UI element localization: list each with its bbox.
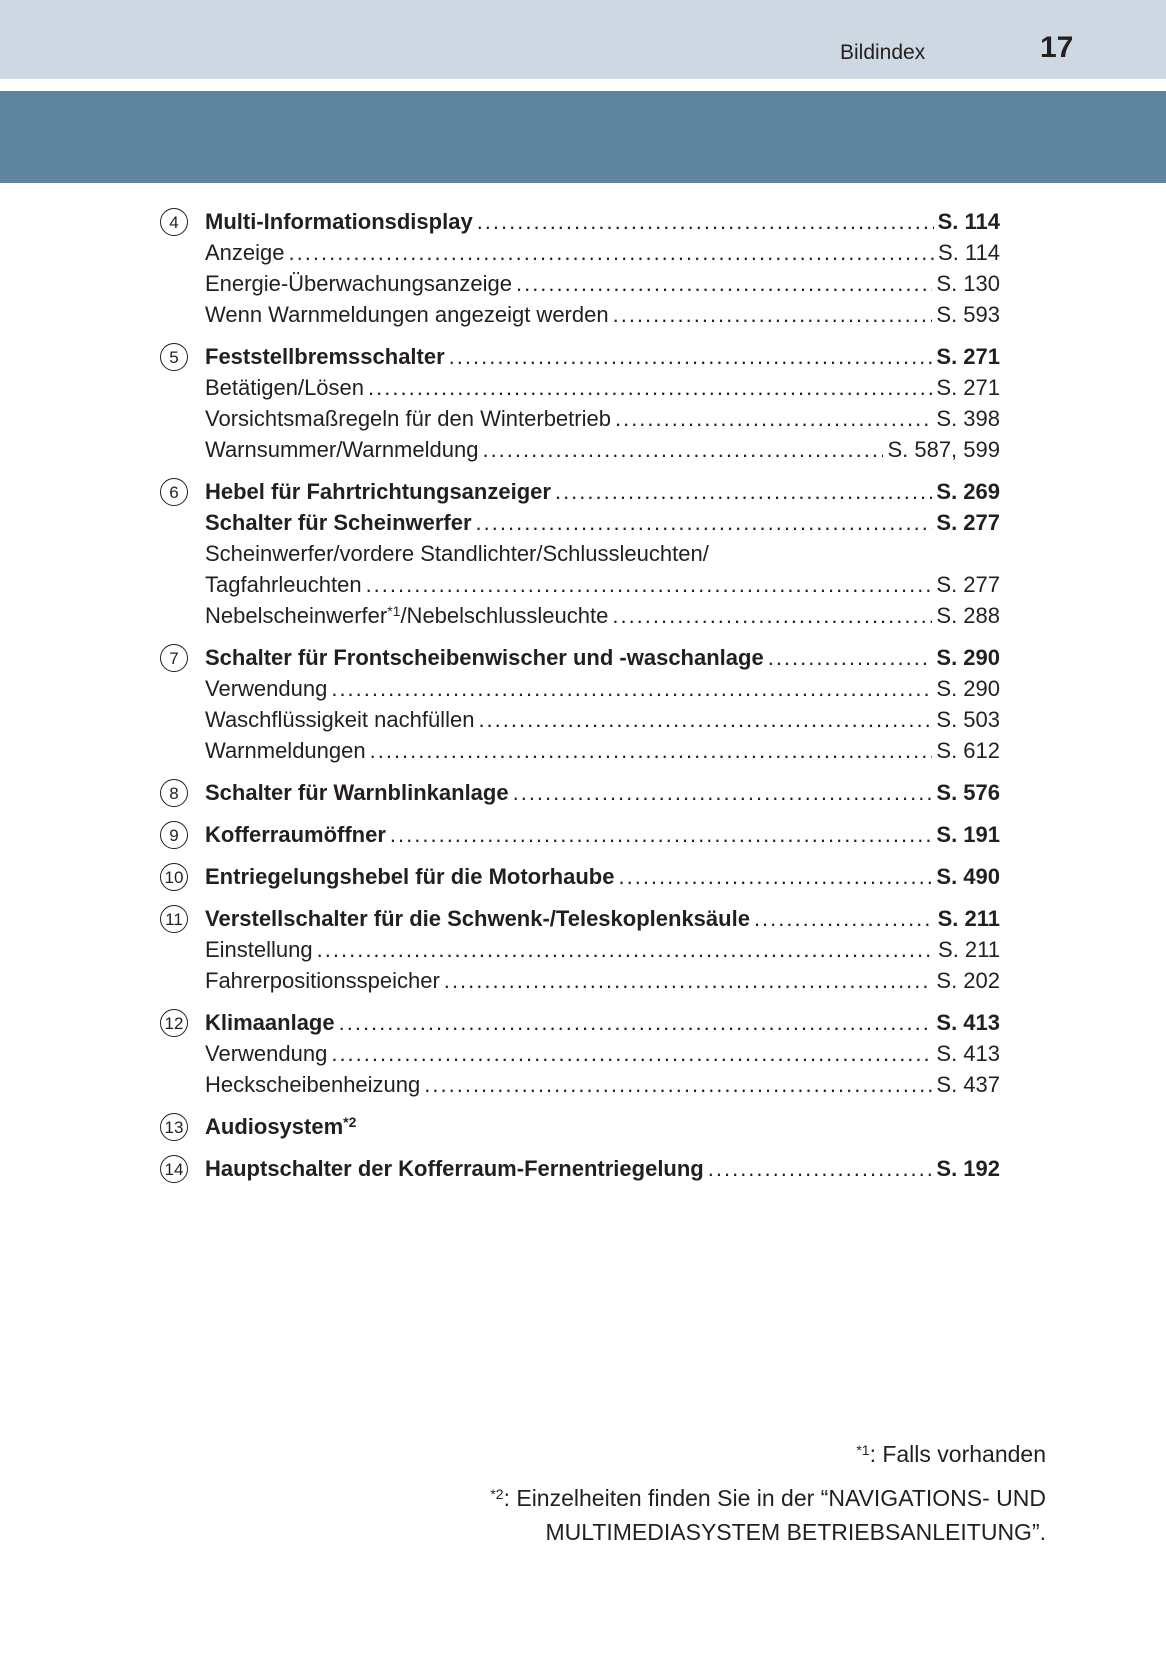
index-subentry (205, 934, 1000, 965)
page-reference: S. 114 (937, 209, 1000, 234)
page-reference: S. 437 (936, 1072, 1000, 1097)
index-subentry (205, 372, 1000, 403)
index-group (160, 819, 1000, 850)
page-reference: S. 130 (936, 271, 1000, 296)
section-band (0, 91, 1166, 183)
entry-label-text: Warnsummer/Warnmeldung (205, 437, 479, 462)
entry-label-text: Audiosystem (205, 1114, 344, 1139)
entry-label-text: Hebel für Fahrtrichtungsanzeiger (205, 479, 551, 504)
leader-dots (513, 777, 933, 808)
page-number: 17 (1040, 31, 1074, 64)
item-number-badge: 8 (160, 779, 188, 807)
index-group (160, 903, 1000, 996)
index-subentry (205, 299, 1000, 330)
entry-label-text: Einstellung (205, 937, 313, 962)
entry-label (205, 600, 608, 631)
page-reference: S. 277 (936, 572, 1000, 597)
entry-label-text: Multi-Informationsdisplay (205, 209, 473, 234)
item-number-badge: 12 (160, 1009, 188, 1037)
entry-label-text: Wenn Warnmeldungen angezeigt werden (205, 302, 609, 327)
entry-label (205, 735, 366, 766)
footnote-text: : Falls vorhanden (869, 1441, 1046, 1467)
index-group (160, 341, 1000, 465)
leader-dots (612, 600, 932, 631)
index-entry (205, 642, 1000, 673)
index-group (160, 206, 1000, 330)
page-reference: S. 211 (938, 937, 1000, 962)
page-reference: S. 413 (936, 1041, 1000, 1066)
entry-label-text: Kofferraumöffner (205, 822, 386, 847)
entry-label (205, 434, 478, 465)
entry-label-text: Fahrerpositionsspeicher (205, 968, 440, 993)
item-number-badge: 9 (160, 821, 188, 849)
page-reference: S. 211 (937, 906, 1000, 931)
page-reference: S. 593 (936, 302, 1000, 327)
leader-dots (289, 237, 935, 268)
entry-label (205, 372, 364, 403)
leader-dots (476, 507, 933, 538)
index-subentry (205, 1038, 1000, 1069)
index-group (160, 861, 1000, 892)
entry-label-text: Klimaanlage (205, 1010, 335, 1035)
index-entry (205, 1007, 1000, 1038)
header-gap (0, 79, 1166, 91)
footnotes (346, 1437, 1046, 1559)
item-number-badge: 11 (160, 905, 188, 933)
index-entry (205, 1111, 1000, 1142)
entry-label (205, 507, 472, 538)
page-reference: S. 192 (936, 1156, 1000, 1181)
index-entry (205, 476, 1000, 507)
leader-dots (754, 903, 934, 934)
entry-label-text: Warnmeldungen (205, 738, 366, 763)
entry-label (205, 642, 764, 673)
page-reference: S. 271 (936, 344, 1000, 369)
leader-dots (366, 569, 933, 600)
leader-dots (424, 1069, 932, 1100)
entry-label (205, 934, 313, 965)
entry-label (205, 1007, 335, 1038)
item-number-badge: 5 (160, 343, 188, 371)
footnote-2 (346, 1481, 1046, 1549)
item-number-badge: 13 (160, 1113, 188, 1141)
entry-label (205, 777, 509, 808)
leader-dots (478, 704, 932, 735)
page-reference: S. 191 (936, 822, 1000, 847)
index-subentry (205, 403, 1000, 434)
entry-label-text: Scheinwerfer/vordere Standlichter/Schlussleuchten/ (205, 541, 709, 566)
page-reference: S. 269 (936, 479, 1000, 504)
leader-dots (370, 735, 933, 766)
page-reference: S. 490 (936, 864, 1000, 889)
index-subentry (205, 673, 1000, 704)
entry-label (205, 965, 440, 996)
entry-label (205, 403, 611, 434)
entry-label-text: Waschflüssigkeit nachfüllen (205, 707, 475, 732)
leader-dots (708, 1153, 933, 1184)
entry-label (205, 476, 551, 507)
footnote-1 (346, 1437, 1046, 1471)
index-subentry (205, 600, 1000, 631)
footnote-mark: *2 (490, 1486, 504, 1502)
index-entry (205, 861, 1000, 892)
entry-label (205, 673, 327, 704)
entry-label (205, 903, 750, 934)
entry-label (205, 268, 512, 299)
entry-label (205, 1038, 327, 1069)
entry-label-text: Vorsichtsmaßregeln für den Winterbetrieb (205, 406, 611, 431)
index-subentry (205, 434, 1000, 465)
index-group (160, 476, 1000, 631)
page-reference: S. 114 (938, 240, 1000, 265)
entry-label-text: Betätigen/Lösen (205, 375, 365, 400)
page-reference: S. 290 (936, 645, 1000, 670)
page-reference: S. 587, 599 (887, 437, 1000, 462)
item-number-badge: 10 (160, 863, 188, 891)
entry-label (205, 704, 474, 735)
leader-dots (331, 1038, 932, 1069)
leader-dots (613, 299, 933, 330)
entry-label (205, 1069, 420, 1100)
index-subentry (205, 237, 1000, 268)
picture-index-list (160, 206, 1000, 1195)
index-subentry (205, 704, 1000, 735)
index-group (160, 642, 1000, 766)
leader-dots (516, 268, 932, 299)
page-reference: S. 612 (936, 738, 1000, 763)
index-entry (205, 206, 1000, 237)
footnote-text: : Einzelheiten finden Sie in der “NAVIGATIONS- UND (503, 1485, 1046, 1511)
entry-label-text: /Nebelschlussleuchte (400, 603, 609, 628)
leader-dots (331, 673, 932, 704)
page-reference: S. 290 (936, 676, 1000, 701)
index-subentry (205, 1069, 1000, 1100)
index-entry (205, 1153, 1000, 1184)
index-subentry (205, 538, 1000, 569)
page-reference: S. 271 (936, 375, 1000, 400)
entry-label (205, 341, 445, 372)
item-number-badge: 14 (160, 1155, 188, 1183)
entry-label (205, 299, 609, 330)
entry-label-text: Schalter für Warnblinkanlage (205, 780, 509, 805)
entry-label (205, 237, 285, 268)
index-entry (205, 777, 1000, 808)
leader-dots (618, 861, 932, 892)
entry-label-text: Verstellschalter für die Schwenk-/Teleskoplenksäule (205, 906, 750, 931)
leader-dots (339, 1007, 933, 1038)
index-group (160, 1153, 1000, 1184)
index-subentry (205, 569, 1000, 600)
leader-dots (482, 434, 883, 465)
entry-label-text: Tagfahrleuchten (205, 572, 362, 597)
footnote-reference: *2 (343, 1114, 357, 1130)
page-reference: S. 398 (936, 406, 1000, 431)
entry-label (205, 819, 386, 850)
entry-label (205, 1153, 704, 1184)
entry-label-text: Heckscheibenheizung (205, 1072, 421, 1097)
index-entry (205, 341, 1000, 372)
entry-label-text: Verwendung (205, 1041, 328, 1066)
entry-label (205, 206, 473, 237)
footnote-text-continued: MULTIMEDIASYSTEM BETRIEBSANLEITUNG”. (545, 1519, 1046, 1545)
index-group (160, 1111, 1000, 1142)
leader-dots (555, 476, 932, 507)
leader-dots (768, 642, 933, 673)
section-title: Bildindex (840, 41, 926, 64)
item-number-badge: 4 (160, 208, 188, 236)
entry-label-text: Schalter für Frontscheibenwischer und -waschanlage (205, 645, 764, 670)
page-reference: S. 288 (936, 603, 1000, 628)
entry-label-text: Nebelscheinwerfer (205, 603, 388, 628)
page-reference: S. 503 (936, 707, 1000, 732)
leader-dots (444, 965, 933, 996)
index-group (160, 777, 1000, 808)
header-band (0, 0, 1166, 79)
item-number-badge: 7 (160, 644, 188, 672)
entry-label-text: Anzeige (205, 240, 285, 265)
entry-label-text: Schalter für Scheinwerfer (205, 510, 472, 535)
entry-label-text: Verwendung (205, 676, 328, 701)
page-reference: S. 413 (936, 1010, 1000, 1035)
entry-label-text: Entriegelungshebel für die Motorhaube (205, 864, 615, 889)
entry-label-text: Feststellbremsschalter (205, 344, 445, 369)
entry-label (205, 861, 614, 892)
page-reference: S. 277 (936, 510, 1000, 535)
entry-label-text: Energie-Überwachungsanzeige (205, 271, 512, 296)
index-subentry (205, 268, 1000, 299)
page-reference: S. 202 (936, 968, 1000, 993)
page-reference: S. 576 (936, 780, 1000, 805)
entry-label (205, 541, 709, 566)
item-number-badge: 6 (160, 478, 188, 506)
footnote-reference: *1 (387, 603, 401, 619)
leader-dots (477, 206, 934, 237)
index-group (160, 1007, 1000, 1100)
index-entry (205, 819, 1000, 850)
footnote-mark: *1 (856, 1442, 870, 1458)
index-entry (205, 507, 1000, 538)
leader-dots (368, 372, 932, 403)
index-subentry (205, 965, 1000, 996)
leader-dots (317, 934, 934, 965)
index-subentry (205, 735, 1000, 766)
leader-dots (390, 819, 932, 850)
entry-label (205, 569, 362, 600)
entry-label-text: Hauptschalter der Kofferraum-Fernentriegelung (205, 1156, 704, 1181)
leader-dots (449, 341, 933, 372)
leader-dots (615, 403, 932, 434)
index-entry (205, 903, 1000, 934)
entry-label (205, 1114, 356, 1139)
